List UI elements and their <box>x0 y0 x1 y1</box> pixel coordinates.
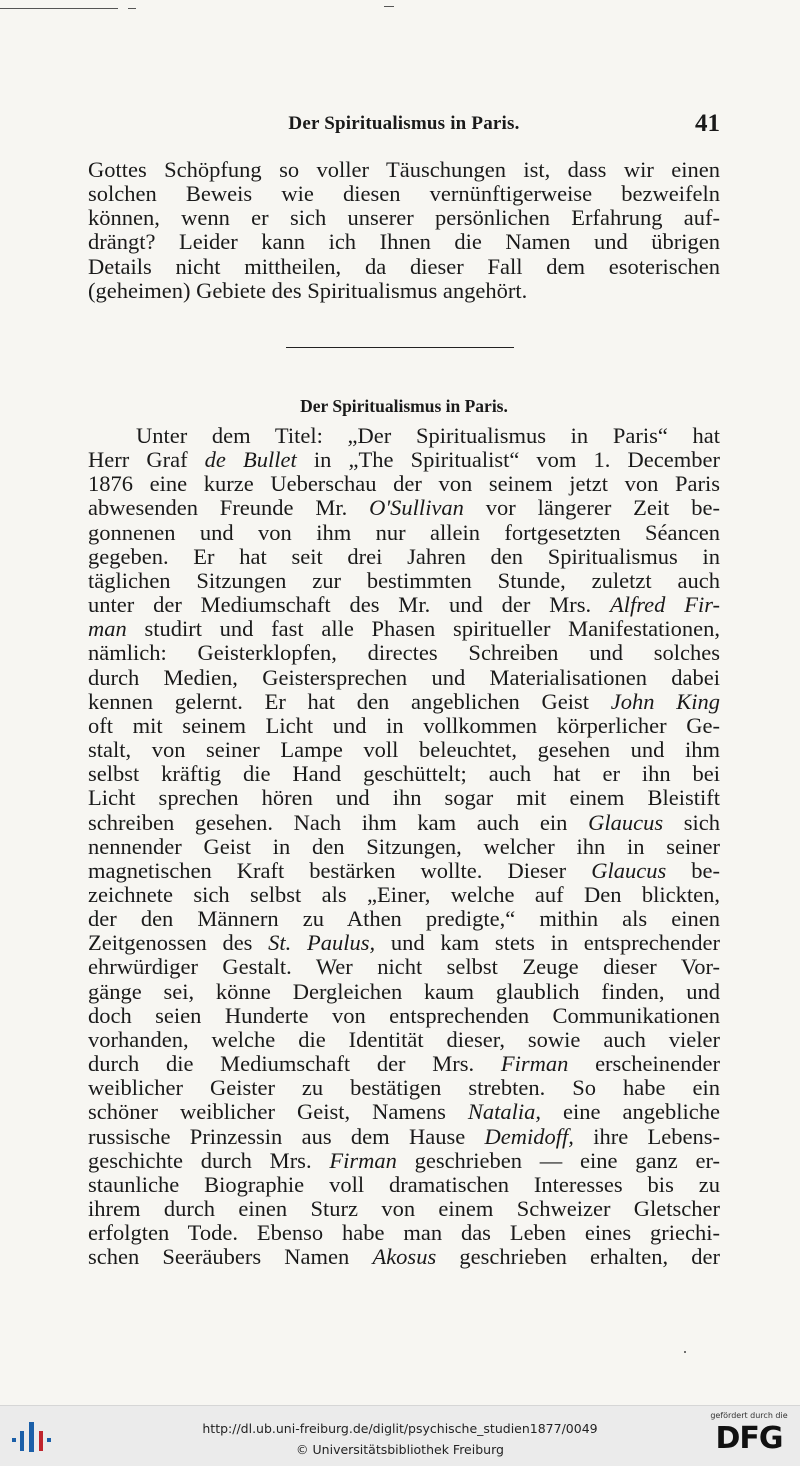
text-line <box>88 859 720 883</box>
text-line: können, wenn er sich unserer persönlichen Erfahrung auf- <box>88 205 720 231</box>
text-run: in „The Spiritualist“ vom 1. December <box>296 447 720 473</box>
text-run: zeichnete sich selbst als „Einer, welche auf Den blickten, <box>88 881 720 907</box>
italic-name: Akosus <box>372 1244 437 1270</box>
text-run: durch die Mediumschaft der Mrs. <box>88 1051 501 1077</box>
text-line <box>88 883 720 907</box>
italic-name: Firman <box>500 1051 569 1077</box>
text-run: russische Prinzessin aus dem Hause <box>88 1123 485 1149</box>
text-run: der den Männern zu Athen predigte,“ mithin als einen <box>88 906 720 932</box>
text-run: ehrwürdiger Gestalt. Wer nicht selbst Zeuge dieser Vor- <box>88 954 720 980</box>
text-run: staunliche Biographie voll dramatischen Interesses bis zu <box>88 1171 720 1197</box>
text-line <box>88 907 720 931</box>
text-line <box>88 424 720 448</box>
text-run: ihrem durch einen Sturz von einem Schweizer Gletscher <box>88 1196 720 1221</box>
text-line <box>88 1125 720 1149</box>
italic-name: St. Paulus, <box>268 930 376 956</box>
text-run: be- <box>666 857 720 883</box>
text-line <box>88 1149 720 1173</box>
text-line <box>88 472 720 496</box>
text-run: durch Medien, Geistersprechen und Materialisationen dabei <box>88 664 720 690</box>
text-run: vorhanden, welche die Identität dieser, sowie auch vieler <box>88 1026 720 1052</box>
text-run: gegeben. Er hat seit drei Jahren den Spiritualismus in <box>88 543 720 569</box>
text-run: erfolgten Tode. Ebenso habe man das Leben eines griechi- <box>88 1220 720 1246</box>
text-run: täglichen Sitzungen zur bestimmten Stunde, zuletzt auch <box>88 567 720 593</box>
text-run: vor längerer Zeit be- <box>463 495 720 521</box>
text-line <box>88 714 720 738</box>
italic-name: John King <box>610 688 720 714</box>
text-run: sich <box>663 809 720 835</box>
text-line <box>88 1197 720 1221</box>
first-paragraph <box>88 158 720 303</box>
funder-name: DFG <box>715 1421 783 1456</box>
text-line <box>88 593 720 617</box>
text-run: geschichte durch Mrs. <box>88 1147 330 1173</box>
text-line <box>88 641 720 665</box>
italic-name: Alfred Fir- <box>609 592 720 618</box>
speck-mark <box>684 1351 686 1353</box>
text-line <box>88 545 720 569</box>
italic-name: Natalia, <box>467 1099 542 1125</box>
italic-name: Firman <box>329 1147 397 1173</box>
text-run: Herr Graf <box>88 447 205 473</box>
text-line: (geheimen) Gebiete des Spiritualismus angehört. <box>88 277 528 303</box>
text-line <box>88 1028 720 1052</box>
text-line <box>88 786 720 810</box>
text-line <box>88 1076 720 1100</box>
text-line <box>88 448 720 472</box>
text-run: geschrieben erhalten, der <box>436 1244 720 1270</box>
text-line <box>88 835 720 859</box>
text-run: nennender Geist in den Sitzungen, welcher ihn in seiner <box>88 833 720 859</box>
dfg-logo <box>706 1411 792 1463</box>
funder-note: gefördert durch die <box>710 1411 788 1420</box>
text-run: Unter dem Titel: „Der Spiritualismus in Paris“ hat <box>136 423 720 448</box>
top-scan-rule <box>0 6 800 14</box>
text-line <box>88 521 720 545</box>
source-url[interactable]: http://dl.ub.uni-freiburg.de/diglit/psychische_studien1877/0049 <box>202 1421 598 1436</box>
text-line <box>88 980 720 1004</box>
page-number: 41 <box>695 110 720 137</box>
running-title: Der Spiritualismus in Paris. <box>288 113 520 134</box>
text-run: weiblicher Geister zu bestätigen strebten. So habe ein <box>88 1075 720 1101</box>
text-line <box>88 1100 720 1124</box>
copyright-notice: © Universitätsbibliothek Freiburg <box>296 1442 504 1457</box>
text-line <box>88 496 720 520</box>
text-run: selbst kräftig die Hand geschüttelt; auch hat er ihn bei <box>88 761 720 787</box>
text-run: gonnenen und von ihm nur allein fortgesetzten Séancen <box>88 519 720 545</box>
text-line <box>88 811 720 835</box>
text-run: schen Seeräubers Namen <box>88 1244 373 1270</box>
text-run: geschrieben — eine ganz er- <box>396 1147 720 1173</box>
text-run: doch seien Hunderte von entsprechenden Communikationen <box>88 1002 720 1028</box>
text-line <box>88 1173 720 1197</box>
text-line <box>88 1052 720 1076</box>
text-line <box>88 762 720 786</box>
text-run: erscheinender <box>568 1051 720 1077</box>
text-run: abwesenden Freunde Mr. <box>88 495 370 521</box>
text-run: ihre Lebens- <box>573 1123 720 1149</box>
text-line <box>88 1004 720 1028</box>
text-run: unter der Mediumschaft des Mr. und der Mrs. <box>88 592 610 618</box>
text-line: solchen Beweis wie diesen vernünftigerweise bezweifeln <box>88 181 720 207</box>
text-run: nämlich: Geisterklopfen, directes Schreiben und solches <box>88 640 720 666</box>
text-line <box>88 666 720 690</box>
text-run: und kam stets in entsprechender <box>375 930 720 956</box>
text-line <box>88 569 720 593</box>
text-line <box>88 690 720 714</box>
text-line <box>88 1221 720 1245</box>
text-run: gänge sei, könne Dergleichen kaum glaublich finden, und <box>88 978 720 1004</box>
text-line <box>88 1245 720 1269</box>
text-line <box>88 738 720 762</box>
text-run: oft mit seinem Licht und in vollkommen körperlicher Ge- <box>88 712 720 738</box>
text-line <box>88 931 720 955</box>
section-title: Der Spiritualismus in Paris. <box>300 396 508 416</box>
text-line <box>88 955 720 979</box>
main-paragraph <box>88 424 720 1269</box>
italic-name: man <box>88 616 127 642</box>
text-line <box>88 617 720 641</box>
italic-name: de Bullet <box>204 447 297 473</box>
viewer-footer <box>0 1405 800 1466</box>
text-line: Gottes Schöpfung so voller Täuschungen ist, dass wir einen <box>88 157 720 182</box>
italic-name: Glaucus <box>588 809 664 835</box>
italic-name: Demidoff, <box>484 1123 574 1149</box>
text-line: drängt? Leider kann ich Ihnen die Namen und übrigen <box>88 229 720 255</box>
text-run: schreiben gesehen. Nach ihm kam auch ein <box>88 809 589 835</box>
text-run: kennen gelernt. Er hat den angeblichen Geist <box>88 688 611 714</box>
text-run: Zeitgenossen des <box>88 930 269 956</box>
section-divider <box>286 347 514 348</box>
italic-name: Glaucus <box>591 857 667 883</box>
text-run: studirt und fast alle Phasen spiritueller Manifestationen, <box>126 616 720 642</box>
italic-name: O'Sullivan <box>369 495 464 521</box>
text-run: schöner weiblicher Geist, Namens <box>88 1099 468 1125</box>
text-run: Licht sprechen hören und ihn sogar mit einem Bleistift <box>88 785 720 811</box>
running-head <box>88 110 720 143</box>
text-run: eine angebliche <box>541 1099 720 1125</box>
text-line: Details nicht mittheilen, da dieser Fall dem esoterischen <box>88 253 720 279</box>
text-run: stalt, von seiner Lampe voll beleuchtet, gesehen und ihm <box>88 737 720 763</box>
text-run: 1876 eine kurze Ueberschau der von seinem jetzt von Paris <box>88 471 720 497</box>
text-run: magnetischen Kraft bestärken wollte. Dieser <box>88 857 592 883</box>
